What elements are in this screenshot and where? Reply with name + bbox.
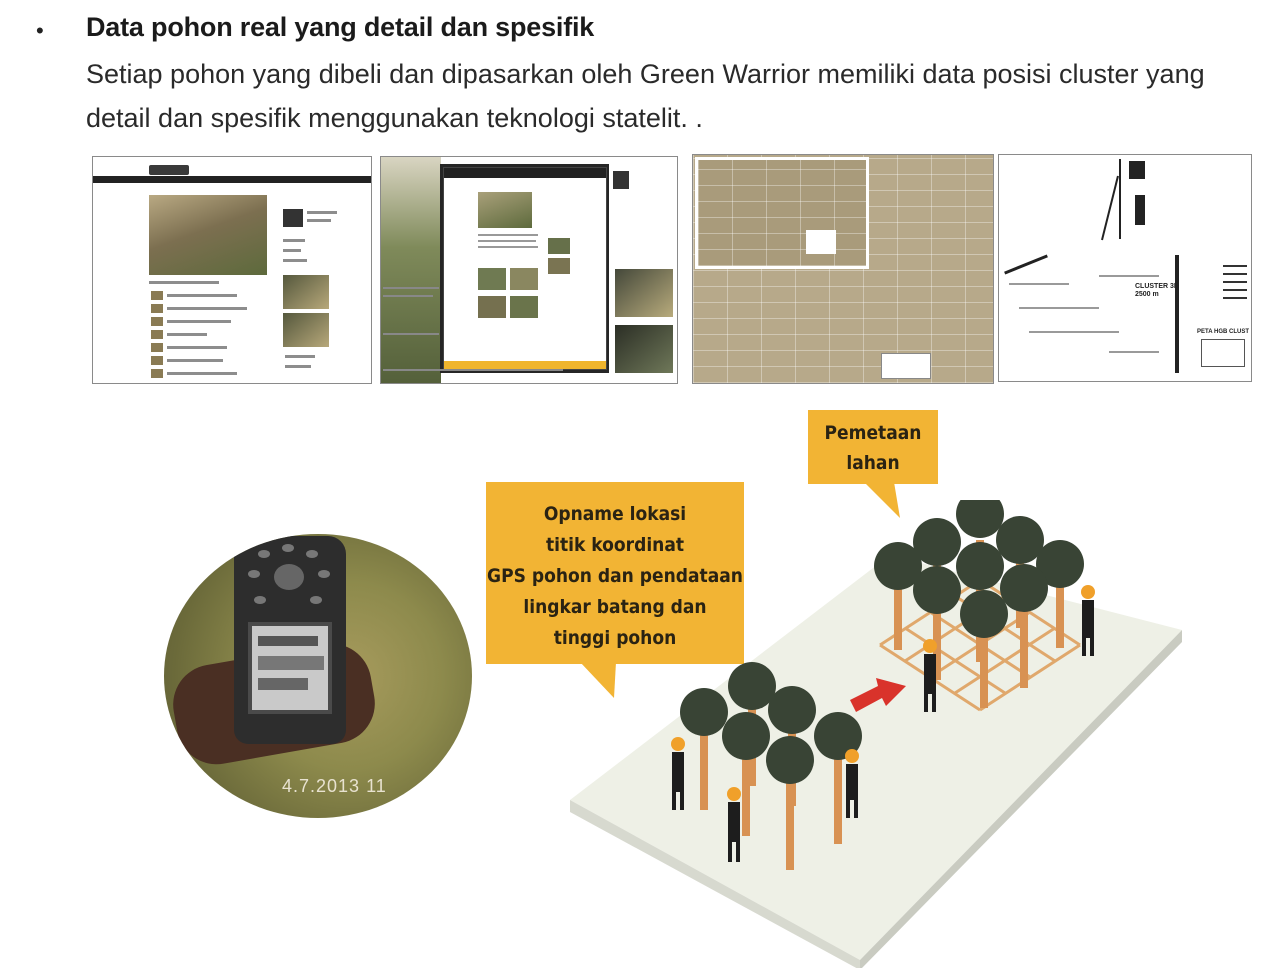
bullet-title: Data pohon real yang detail dan spesifik <box>86 12 595 42</box>
land-mapping-illustration <box>560 500 1190 968</box>
website-screenshot-2 <box>380 156 678 384</box>
cluster-label: CLUSTER 3B 2500 m <box>1135 283 1179 298</box>
bullet-body: Setiap pohon yang dibeli dan dipasarkan oleh Green Warrior memiliki data posisi cluster yang detail dan spesifik menggunakan teknologi statelit. . <box>86 59 1205 133</box>
map-popup <box>806 230 836 254</box>
peta-label: PETA HGB CLUST <box>1197 329 1249 335</box>
site-logo-icon <box>149 165 189 175</box>
technical-cluster-map <box>998 154 1252 382</box>
website-screenshot-1 <box>92 156 372 384</box>
photo-date-stamp: 4.7.2013 11 <box>282 776 387 796</box>
map-info-card <box>881 353 931 379</box>
callout-pemetaan: Pemetaan lahan <box>808 410 938 484</box>
gps-device-icon <box>234 536 346 744</box>
callout-opname: Opname lokasi titik koordinat GPS pohon dan pendataan lingkar batang dan tinggi pohon <box>486 482 744 664</box>
bullet-marker: • <box>36 18 44 43</box>
satellite-grid-map <box>692 154 994 384</box>
tree-photo <box>149 195 267 275</box>
gps-device-photo <box>164 534 472 818</box>
